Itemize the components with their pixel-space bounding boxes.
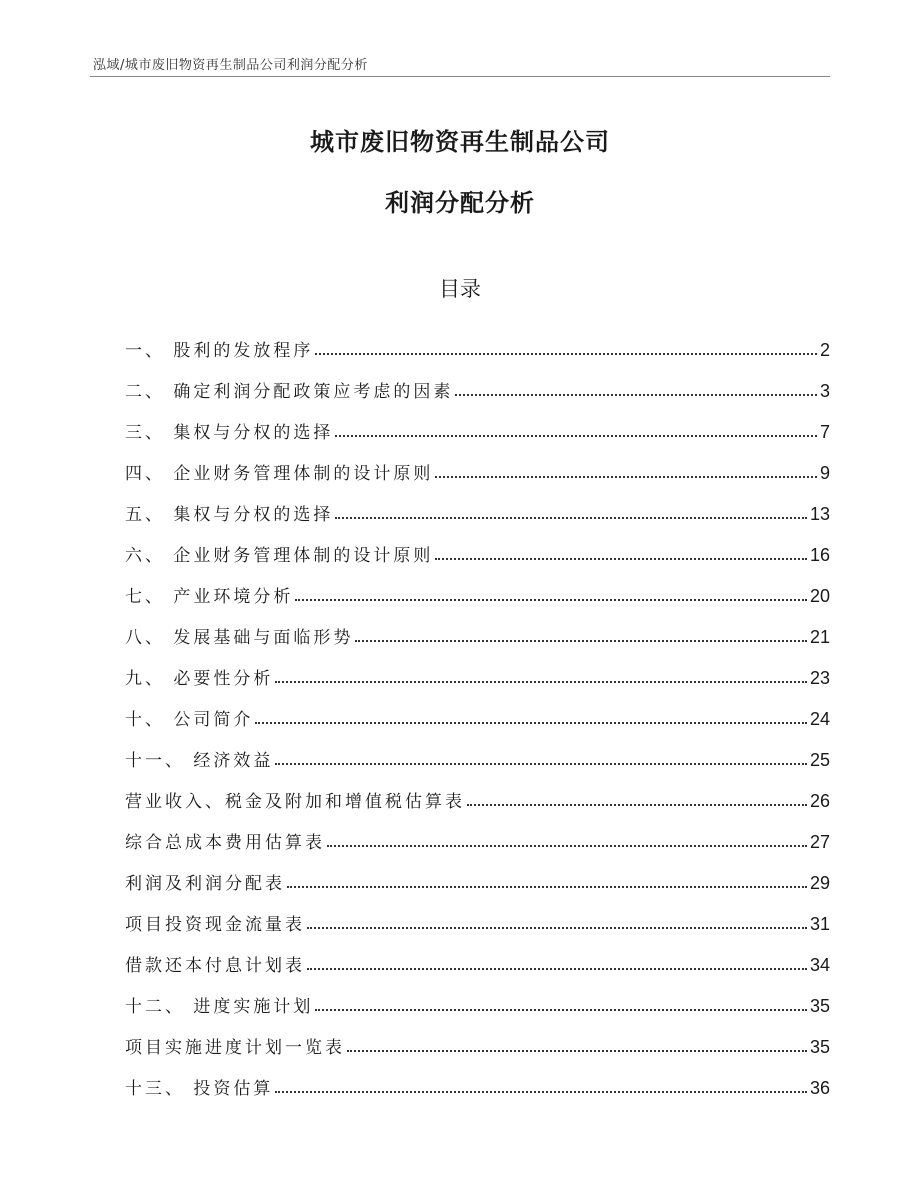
toc-leader-dots — [335, 435, 817, 437]
running-header: 泓域/城市废旧物资再生制品公司利润分配分析 — [93, 58, 368, 73]
toc-entry-page: 24 — [809, 709, 830, 729]
toc-leader-dots — [255, 722, 807, 724]
toc-entry[interactable] — [125, 320, 830, 361]
toc-entry-label: 项目投资现金流量表 — [125, 915, 305, 935]
document-title-line-1: 城市废旧物资再生制品公司 — [310, 128, 610, 156]
toc-leader-dots — [315, 1009, 807, 1011]
toc-leader-dots — [467, 804, 807, 806]
toc-leader-dots — [307, 927, 807, 929]
toc-entry-label: 九、 必要性分析 — [125, 669, 274, 689]
toc-entry-page: 34 — [809, 955, 830, 975]
toc-entry-label: 十二、 进度实施计划 — [125, 997, 314, 1017]
toc-entry-page: 23 — [809, 668, 830, 688]
toc-leader-dots — [275, 763, 807, 765]
toc-entry[interactable] — [125, 525, 830, 566]
toc-leader-dots — [335, 517, 807, 519]
toc-entry-page: 29 — [809, 873, 830, 893]
toc-leader-dots — [315, 353, 817, 355]
toc-entry[interactable] — [125, 607, 830, 648]
toc-entry-page: 35 — [809, 996, 830, 1016]
header-divider — [90, 76, 830, 77]
toc-entry-page: 7 — [819, 422, 830, 442]
toc-entry-label: 项目实施进度计划一览表 — [125, 1038, 345, 1058]
toc-leader-dots — [355, 640, 807, 642]
toc-entry[interactable] — [125, 935, 830, 976]
toc-leader-dots — [435, 476, 817, 478]
toc-entry[interactable] — [125, 443, 830, 484]
toc-entry-label: 六、 企业财务管理体制的设计原则 — [125, 546, 434, 566]
toc-leader-dots — [295, 599, 807, 601]
toc-entry-page: 13 — [809, 504, 830, 524]
toc-entry-page: 20 — [809, 586, 830, 606]
toc-entry[interactable] — [125, 484, 830, 525]
toc-entry-page: 21 — [809, 627, 830, 647]
toc-leader-dots — [307, 968, 807, 970]
toc-leader-dots — [275, 681, 807, 683]
toc-entry-label: 三、 集权与分权的选择 — [125, 423, 334, 443]
toc-entry-label: 十一、 经济效益 — [125, 751, 274, 771]
toc-entry[interactable] — [125, 648, 830, 689]
toc-entry-label: 利润及利润分配表 — [125, 874, 285, 894]
toc-leader-dots — [435, 558, 807, 560]
toc-entry[interactable] — [125, 566, 830, 607]
toc-entry-page: 25 — [809, 750, 830, 770]
toc-entry-label: 十、 公司简介 — [125, 710, 254, 730]
toc-entry[interactable] — [125, 689, 830, 730]
toc-leader-dots — [275, 1091, 807, 1093]
toc-leader-dots — [347, 1050, 807, 1052]
table-of-contents — [125, 320, 830, 1099]
toc-entry[interactable] — [125, 894, 830, 935]
toc-entry-label: 综合总成本费用估算表 — [125, 833, 325, 853]
toc-entry-page: 2 — [819, 340, 830, 360]
toc-entry-page: 31 — [809, 914, 830, 934]
toc-entry-label: 借款还本付息计划表 — [125, 956, 305, 976]
toc-entry[interactable] — [125, 976, 830, 1017]
toc-entry[interactable] — [125, 812, 830, 853]
toc-leader-dots — [455, 394, 817, 396]
toc-entry-label: 二、 确定利润分配政策应考虑的因素 — [125, 382, 454, 402]
toc-entry[interactable] — [125, 730, 830, 771]
toc-heading: 目录 — [439, 277, 481, 301]
toc-entry-page: 16 — [809, 545, 830, 565]
toc-entry[interactable] — [125, 402, 830, 443]
toc-entry-label: 八、 发展基础与面临形势 — [125, 628, 354, 648]
toc-entry-label: 七、 产业环境分析 — [125, 587, 294, 607]
toc-entry-page: 27 — [809, 832, 830, 852]
toc-entry-label: 营业收入、税金及附加和增值税估算表 — [125, 792, 465, 812]
toc-entry[interactable] — [125, 1017, 830, 1058]
toc-entry-label: 一、 股利的发放程序 — [125, 341, 314, 361]
toc-entry-page: 35 — [809, 1037, 830, 1057]
toc-leader-dots — [287, 886, 807, 888]
toc-entry-page: 36 — [809, 1078, 830, 1098]
toc-entry-page: 3 — [819, 381, 830, 401]
toc-leader-dots — [327, 845, 807, 847]
toc-entry[interactable] — [125, 361, 830, 402]
document-title-line-2: 利润分配分析 — [385, 189, 535, 217]
toc-entry[interactable] — [125, 853, 830, 894]
toc-entry[interactable] — [125, 1058, 830, 1099]
toc-entry-page: 26 — [809, 791, 830, 811]
toc-entry-label: 五、 集权与分权的选择 — [125, 505, 334, 525]
toc-entry-label: 四、 企业财务管理体制的设计原则 — [125, 464, 434, 484]
toc-entry[interactable] — [125, 771, 830, 812]
toc-entry-page: 9 — [819, 463, 830, 483]
toc-entry-label: 十三、 投资估算 — [125, 1079, 274, 1099]
